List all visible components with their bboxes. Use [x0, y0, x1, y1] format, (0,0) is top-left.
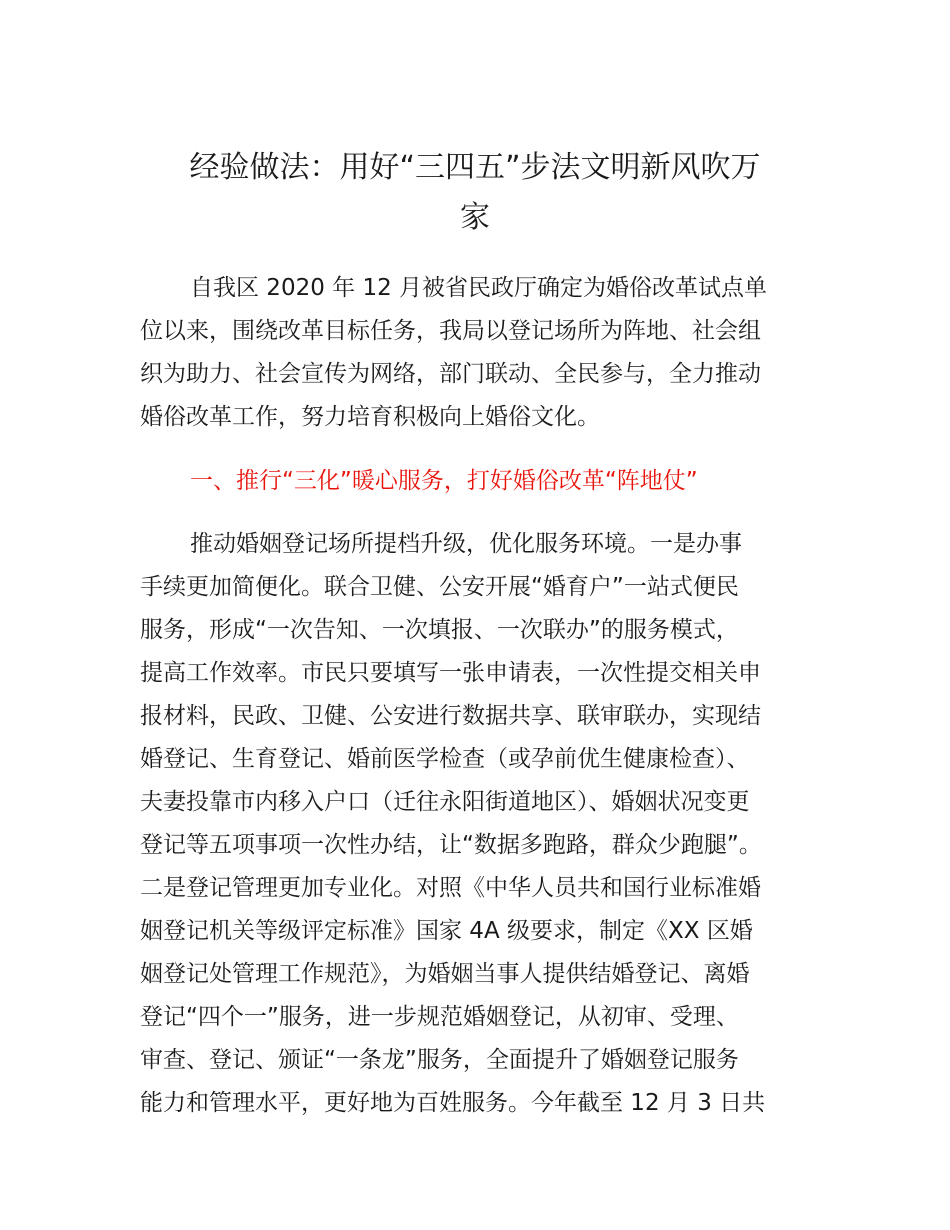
intro-line: 位以来，围绕改革目标任务，我局以登记场所为阵地、社会组	[140, 318, 761, 344]
body-line: 能力和管理水平，更好地为百姓服务。今年截至 12 月 3 日共	[140, 1090, 766, 1116]
document-title-line-2: 家	[460, 200, 490, 235]
section-heading: 一、推行“三化”暖心服务，打好婚俗改革“阵地仗”	[190, 468, 698, 494]
intro-line: 婚俗改革工作，努力培育积极向上婚俗文化。	[140, 404, 600, 430]
intro-line: 织为助力、社会宣传为网络，部门联动、全民参与，全力推动	[140, 361, 761, 387]
body-line: 手续更加简便化。联合卫健、公安开展“婚育户”一站式便民	[140, 574, 739, 600]
body-line: 提高工作效率。市民只要填写一张申请表，一次性提交相关申	[140, 660, 761, 686]
body-line: 报材料，民政、卫健、公安进行数据共享、联审联办，实现结	[140, 703, 761, 729]
body-line: 姻登记处管理工作规范》，为婚姻当事人提供结婚登记、离婚	[140, 961, 750, 987]
document-title-line-1: 经验做法：用好“三四五”步法文明新风吹万	[189, 150, 761, 185]
body-line: 登记等五项事项一次性办结，让“数据多跑路，群众少跑腿”。	[140, 832, 762, 858]
body-line: 推动婚姻登记场所提档升级，优化服务环境。一是办事	[190, 531, 742, 557]
intro-line: 自我区 2020 年 12 月被省民政厅确定为婚俗改革试点单	[190, 275, 768, 301]
body-line: 婚登记、生育登记、婚前医学检查（或孕前优生健康检查）、	[140, 746, 750, 772]
body-line: 姻登记机关等级评定标准》国家 4A 级要求，制定《XX 区婚	[140, 918, 753, 944]
body-line: 服务，形成“一次告知、一次填报、一次联办”的服务模式，	[140, 617, 739, 643]
body-line: 二是登记管理更加专业化。对照《中华人员共和国行业标准婚	[140, 875, 761, 901]
body-line: 夫妻投靠市内移入户口（迁往永阳街道地区）、婚姻状况变更	[140, 789, 750, 815]
body-line: 审查、登记、颁证“一条龙”服务，全面提升了婚姻登记服务	[140, 1047, 739, 1073]
body-line: 登记“四个一”服务，进一步规范婚姻登记，从初审、受理、	[140, 1004, 739, 1030]
